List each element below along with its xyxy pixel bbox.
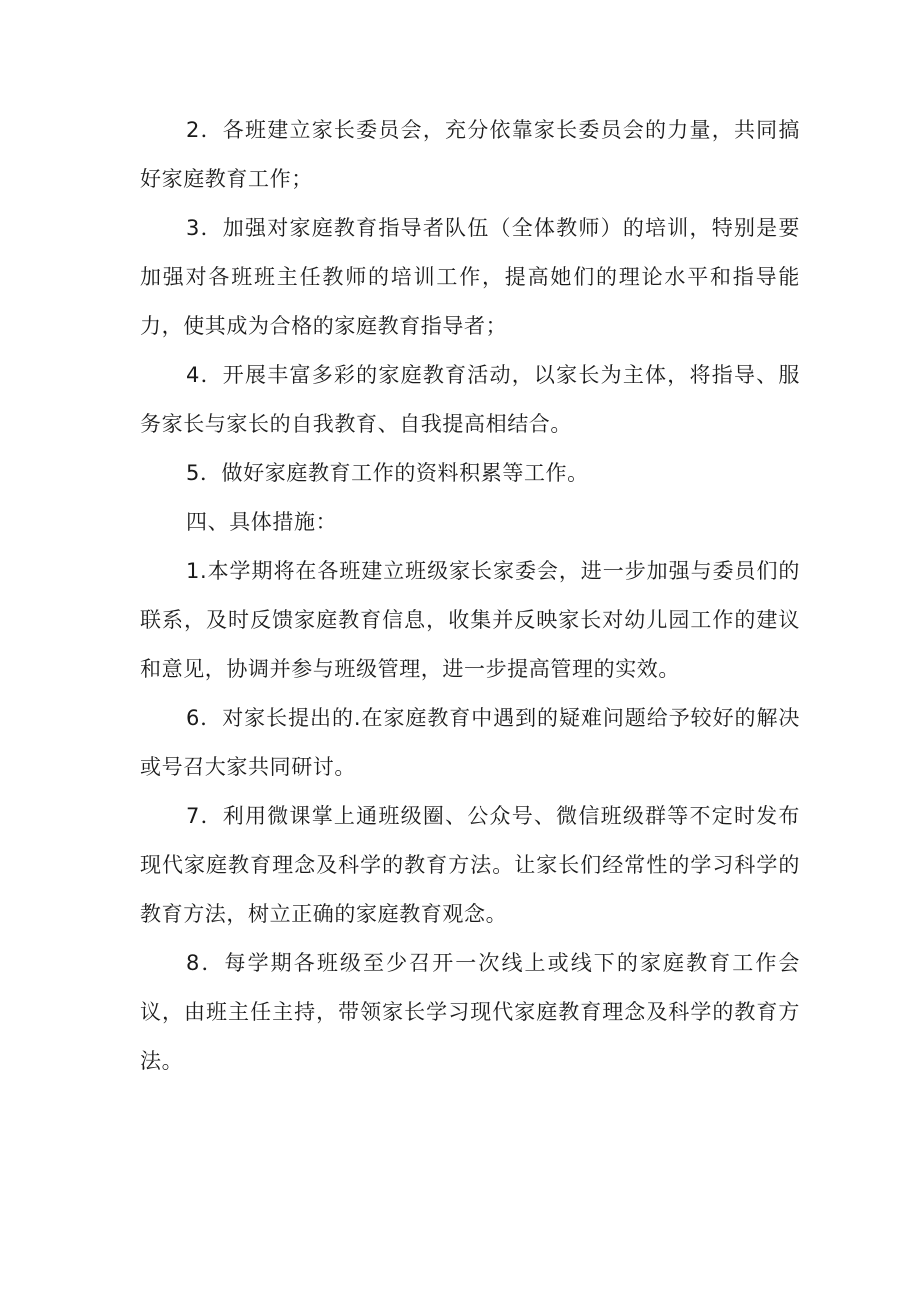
- paragraph-item-2: 2．各班建立家长委员会，充分依靠家长委员会的力量，共同搞好家庭教育工作；: [140, 118, 800, 191]
- measure-item-8: 8．每学期各班级至少召开一次线上或线下的家庭教育工作会议，由班主任主持，带领家长学习现代家庭教育理念及科学的教育方法。: [140, 951, 800, 1073]
- paragraph-item-5: 5．做好家庭教育工作的资料积累等工作。: [186, 461, 589, 485]
- measure-item-6: 6．对家长提出的.在家庭教育中遇到的疑难问题给予较好的解决或号召大家共同研讨。: [140, 706, 800, 779]
- measure-item-7: 7．利用微课掌上通班级圈、公众号、微信班级群等不定时发布现代家庭教育理念及科学的教育方法。让家长们经常性的学习科学的教育方法，树立正确的家庭教育观念。: [140, 804, 800, 926]
- section-heading-measures: 四、具体措施：: [186, 510, 338, 534]
- document-body: [140, 106, 800, 1086]
- paragraph-item-3: 3．加强对家庭教育指导者队伍（全体教师）的培训，特别是要加强对各班班主任教师的培训工作，提高她们的理论水平和指导能力，使其成为合格的家庭教育指导者；: [140, 216, 800, 338]
- paragraph-item-4: 4．开展丰富多彩的家庭教育活动，以家长为主体，将指导、服务家长与家长的自我教育、自我提高相结合。: [140, 363, 800, 436]
- measure-item-1: 1.本学期将在各班建立班级家长家委会，进一步加强与委员们的联系，及时反馈家庭教育信息，收集并反映家长对幼儿园工作的建议和意见，协调并参与班级管理，进一步提高管理的实效。: [140, 559, 800, 681]
